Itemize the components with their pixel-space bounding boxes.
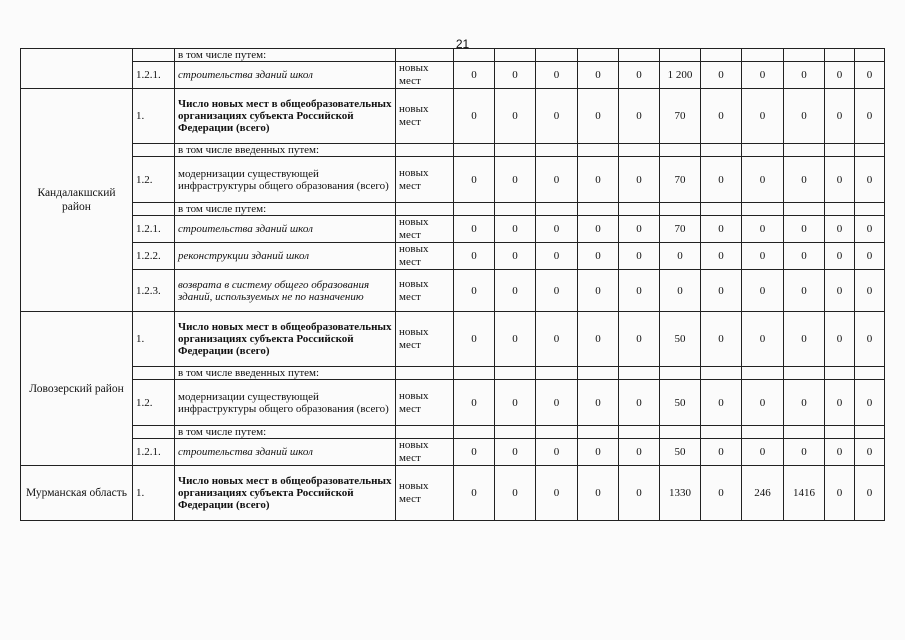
value-cell: 0 bbox=[619, 380, 660, 426]
empty-value-cell bbox=[619, 426, 660, 439]
value-cell: 0 bbox=[742, 157, 784, 203]
row-code: 1.2.1. bbox=[133, 62, 175, 89]
value-cell: 0 bbox=[536, 312, 578, 367]
unit-cell: новых мест bbox=[396, 62, 454, 89]
subheader-text: в том числе путем: bbox=[175, 203, 396, 216]
empty-value-cell bbox=[660, 203, 701, 216]
value-cell: 0 bbox=[825, 466, 855, 521]
row-description: строительства зданий школ bbox=[175, 62, 396, 89]
value-cell: 0 bbox=[536, 439, 578, 466]
value-cell: 0 bbox=[742, 243, 784, 270]
value-cell: 0 bbox=[855, 243, 885, 270]
value-cell: 0 bbox=[454, 466, 495, 521]
value-cell: 0 bbox=[495, 466, 536, 521]
value-cell: 0 bbox=[454, 157, 495, 203]
empty-value-cell bbox=[495, 144, 536, 157]
value-cell: 0 bbox=[701, 243, 742, 270]
empty-value-cell bbox=[701, 49, 742, 62]
value-cell: 0 bbox=[454, 216, 495, 243]
value-cell: 0 bbox=[619, 89, 660, 144]
row-description: Число новых мест в общеобразовательных организациях субъекта Российской Федерации (всего) bbox=[175, 89, 396, 144]
value-cell: 0 bbox=[855, 270, 885, 312]
value-cell: 0 bbox=[454, 270, 495, 312]
empty-value-cell bbox=[536, 367, 578, 380]
value-cell: 0 bbox=[701, 466, 742, 521]
value-cell: 246 bbox=[742, 466, 784, 521]
empty-value-cell bbox=[784, 426, 825, 439]
empty-value-cell bbox=[825, 203, 855, 216]
table-row bbox=[21, 157, 885, 203]
subheader-text: в том числе путем: bbox=[175, 426, 396, 439]
empty-code-cell bbox=[133, 49, 175, 62]
empty-value-cell bbox=[701, 426, 742, 439]
table-row bbox=[21, 380, 885, 426]
unit-cell: новых мест bbox=[396, 380, 454, 426]
value-cell: 50 bbox=[660, 439, 701, 466]
value-cell: 0 bbox=[825, 380, 855, 426]
value-cell: 0 bbox=[701, 216, 742, 243]
empty-code-cell bbox=[133, 426, 175, 439]
value-cell: 0 bbox=[495, 243, 536, 270]
row-description: модернизации существующей инфраструктуры общего образования (всего) bbox=[175, 380, 396, 426]
empty-value-cell bbox=[660, 367, 701, 380]
empty-value-cell bbox=[701, 144, 742, 157]
value-cell: 0 bbox=[578, 216, 619, 243]
empty-value-cell bbox=[742, 144, 784, 157]
value-cell: 0 bbox=[742, 270, 784, 312]
unit-cell: новых мест bbox=[396, 243, 454, 270]
value-cell: 0 bbox=[825, 439, 855, 466]
value-cell: 0 bbox=[619, 62, 660, 89]
value-cell: 0 bbox=[536, 62, 578, 89]
value-cell: 0 bbox=[784, 270, 825, 312]
value-cell: 1330 bbox=[660, 466, 701, 521]
value-cell: 0 bbox=[495, 439, 536, 466]
value-cell: 0 bbox=[578, 466, 619, 521]
value-cell: 0 bbox=[660, 243, 701, 270]
value-cell: 0 bbox=[536, 216, 578, 243]
value-cell: 0 bbox=[742, 312, 784, 367]
empty-value-cell bbox=[454, 426, 495, 439]
value-cell: 0 bbox=[784, 439, 825, 466]
value-cell: 0 bbox=[701, 312, 742, 367]
value-cell: 0 bbox=[578, 157, 619, 203]
unit-cell: новых мест bbox=[396, 216, 454, 243]
page-number: 21 bbox=[455, 37, 470, 51]
table-row bbox=[21, 62, 885, 89]
empty-value-cell bbox=[742, 367, 784, 380]
value-cell: 0 bbox=[784, 62, 825, 89]
empty-value-cell bbox=[742, 49, 784, 62]
value-cell: 0 bbox=[825, 89, 855, 144]
value-cell: 0 bbox=[454, 380, 495, 426]
subheader-row bbox=[21, 49, 885, 62]
subheader-text: в том числе введенных путем: bbox=[175, 144, 396, 157]
empty-code-cell bbox=[133, 367, 175, 380]
value-cell: 0 bbox=[578, 89, 619, 144]
empty-unit-cell bbox=[396, 203, 454, 216]
value-cell: 0 bbox=[495, 270, 536, 312]
value-cell: 0 bbox=[855, 380, 885, 426]
row-code: 1.2. bbox=[133, 157, 175, 203]
region-cell: Мурманская область bbox=[21, 466, 133, 521]
value-cell: 0 bbox=[578, 380, 619, 426]
value-cell: 0 bbox=[660, 270, 701, 312]
value-cell: 0 bbox=[619, 466, 660, 521]
value-cell: 0 bbox=[536, 270, 578, 312]
empty-value-cell bbox=[578, 144, 619, 157]
value-cell: 0 bbox=[536, 466, 578, 521]
empty-code-cell bbox=[133, 144, 175, 157]
value-cell: 0 bbox=[784, 380, 825, 426]
value-cell: 70 bbox=[660, 89, 701, 144]
row-code: 1.2.1. bbox=[133, 439, 175, 466]
empty-value-cell bbox=[578, 49, 619, 62]
row-code: 1. bbox=[133, 466, 175, 521]
empty-value-cell bbox=[619, 367, 660, 380]
value-cell: 50 bbox=[660, 312, 701, 367]
value-cell: 0 bbox=[619, 312, 660, 367]
value-cell: 0 bbox=[454, 243, 495, 270]
row-description: модернизации существующей инфраструктуры общего образования (всего) bbox=[175, 157, 396, 203]
unit-cell: новых мест bbox=[396, 270, 454, 312]
value-cell: 0 bbox=[619, 270, 660, 312]
value-cell: 0 bbox=[825, 312, 855, 367]
value-cell: 0 bbox=[701, 380, 742, 426]
empty-value-cell bbox=[619, 49, 660, 62]
value-cell: 0 bbox=[578, 243, 619, 270]
empty-value-cell bbox=[536, 49, 578, 62]
value-cell: 0 bbox=[454, 439, 495, 466]
subheader-row bbox=[21, 426, 885, 439]
value-cell: 0 bbox=[855, 466, 885, 521]
table-row bbox=[21, 243, 885, 270]
row-description: строительства зданий школ bbox=[175, 216, 396, 243]
value-cell: 0 bbox=[619, 216, 660, 243]
value-cell: 0 bbox=[454, 89, 495, 144]
empty-value-cell bbox=[825, 367, 855, 380]
value-cell: 0 bbox=[536, 243, 578, 270]
empty-value-cell bbox=[701, 367, 742, 380]
value-cell: 0 bbox=[825, 270, 855, 312]
row-description: возврата в систему общего образования зданий, используемых не по назначению bbox=[175, 270, 396, 312]
empty-value-cell bbox=[495, 426, 536, 439]
value-cell: 0 bbox=[536, 89, 578, 144]
empty-value-cell bbox=[536, 426, 578, 439]
empty-value-cell bbox=[578, 367, 619, 380]
row-code: 1.2. bbox=[133, 380, 175, 426]
empty-value-cell bbox=[495, 203, 536, 216]
empty-value-cell bbox=[454, 49, 495, 62]
row-description: Число новых мест в общеобразовательных организациях субъекта Российской Федерации (всего) bbox=[175, 466, 396, 521]
region-cell: Кандалакшский район bbox=[21, 89, 133, 312]
empty-value-cell bbox=[536, 203, 578, 216]
row-description: строительства зданий школ bbox=[175, 439, 396, 466]
row-description: реконструкции зданий школ bbox=[175, 243, 396, 270]
subheader-row bbox=[21, 367, 885, 380]
value-cell: 0 bbox=[578, 62, 619, 89]
subheader-row bbox=[21, 144, 885, 157]
table-row bbox=[21, 270, 885, 312]
empty-value-cell bbox=[825, 144, 855, 157]
subheader-text: в том числе введенных путем: bbox=[175, 367, 396, 380]
empty-value-cell bbox=[855, 426, 885, 439]
table-row bbox=[21, 466, 885, 521]
value-cell: 0 bbox=[742, 439, 784, 466]
empty-value-cell bbox=[784, 367, 825, 380]
empty-value-cell bbox=[742, 203, 784, 216]
value-cell: 0 bbox=[825, 62, 855, 89]
value-cell: 0 bbox=[855, 89, 885, 144]
subheader-text: в том числе путем: bbox=[175, 49, 396, 62]
table-row bbox=[21, 439, 885, 466]
unit-cell: новых мест bbox=[396, 157, 454, 203]
row-code: 1. bbox=[133, 312, 175, 367]
value-cell: 0 bbox=[742, 62, 784, 89]
value-cell: 0 bbox=[536, 157, 578, 203]
value-cell: 0 bbox=[825, 216, 855, 243]
region-cell bbox=[21, 49, 133, 89]
empty-value-cell bbox=[855, 367, 885, 380]
empty-value-cell bbox=[454, 203, 495, 216]
row-description: Число новых мест в общеобразовательных организациях субъекта Российской Федерации (всего) bbox=[175, 312, 396, 367]
unit-cell: новых мест bbox=[396, 439, 454, 466]
value-cell: 1 200 bbox=[660, 62, 701, 89]
table-row bbox=[21, 89, 885, 144]
value-cell: 0 bbox=[454, 312, 495, 367]
value-cell: 0 bbox=[495, 157, 536, 203]
value-cell: 0 bbox=[825, 243, 855, 270]
value-cell: 0 bbox=[784, 312, 825, 367]
empty-value-cell bbox=[742, 426, 784, 439]
value-cell: 0 bbox=[536, 380, 578, 426]
data-table bbox=[20, 48, 885, 521]
empty-value-cell bbox=[578, 426, 619, 439]
empty-unit-cell bbox=[396, 367, 454, 380]
empty-value-cell bbox=[784, 203, 825, 216]
empty-value-cell bbox=[660, 144, 701, 157]
value-cell: 70 bbox=[660, 157, 701, 203]
value-cell: 0 bbox=[495, 380, 536, 426]
empty-value-cell bbox=[578, 203, 619, 216]
row-code: 1.2.2. bbox=[133, 243, 175, 270]
empty-code-cell bbox=[133, 203, 175, 216]
value-cell: 0 bbox=[825, 157, 855, 203]
row-code: 1.2.3. bbox=[133, 270, 175, 312]
unit-cell: новых мест bbox=[396, 312, 454, 367]
empty-value-cell bbox=[495, 367, 536, 380]
table-row bbox=[21, 216, 885, 243]
value-cell: 0 bbox=[784, 89, 825, 144]
value-cell: 0 bbox=[701, 89, 742, 144]
value-cell: 0 bbox=[855, 157, 885, 203]
value-cell: 0 bbox=[578, 312, 619, 367]
value-cell: 0 bbox=[701, 270, 742, 312]
empty-value-cell bbox=[825, 49, 855, 62]
value-cell: 0 bbox=[701, 157, 742, 203]
empty-value-cell bbox=[855, 144, 885, 157]
empty-value-cell bbox=[784, 144, 825, 157]
empty-value-cell bbox=[454, 144, 495, 157]
value-cell: 0 bbox=[784, 243, 825, 270]
empty-value-cell bbox=[536, 144, 578, 157]
empty-value-cell bbox=[825, 426, 855, 439]
table-row bbox=[21, 312, 885, 367]
value-cell: 0 bbox=[784, 216, 825, 243]
value-cell: 70 bbox=[660, 216, 701, 243]
value-cell: 0 bbox=[495, 216, 536, 243]
value-cell: 0 bbox=[578, 270, 619, 312]
empty-value-cell bbox=[619, 144, 660, 157]
unit-cell: новых мест bbox=[396, 89, 454, 144]
empty-unit-cell bbox=[396, 49, 454, 62]
empty-value-cell bbox=[855, 203, 885, 216]
empty-value-cell bbox=[495, 49, 536, 62]
value-cell: 0 bbox=[619, 243, 660, 270]
value-cell: 0 bbox=[742, 89, 784, 144]
empty-value-cell bbox=[454, 367, 495, 380]
value-cell: 0 bbox=[855, 312, 885, 367]
value-cell: 0 bbox=[619, 157, 660, 203]
empty-value-cell bbox=[660, 426, 701, 439]
value-cell: 0 bbox=[619, 439, 660, 466]
empty-unit-cell bbox=[396, 144, 454, 157]
value-cell: 1416 bbox=[784, 466, 825, 521]
empty-value-cell bbox=[784, 49, 825, 62]
empty-value-cell bbox=[701, 203, 742, 216]
value-cell: 0 bbox=[701, 62, 742, 89]
region-cell: Ловозерский район bbox=[21, 312, 133, 466]
empty-value-cell bbox=[619, 203, 660, 216]
empty-value-cell bbox=[855, 49, 885, 62]
value-cell: 0 bbox=[495, 62, 536, 89]
row-code: 1. bbox=[133, 89, 175, 144]
value-cell: 0 bbox=[495, 89, 536, 144]
value-cell: 0 bbox=[742, 380, 784, 426]
subheader-row bbox=[21, 203, 885, 216]
value-cell: 0 bbox=[701, 439, 742, 466]
empty-unit-cell bbox=[396, 426, 454, 439]
value-cell: 0 bbox=[742, 216, 784, 243]
empty-value-cell bbox=[660, 49, 701, 62]
value-cell: 50 bbox=[660, 380, 701, 426]
value-cell: 0 bbox=[578, 439, 619, 466]
value-cell: 0 bbox=[855, 62, 885, 89]
unit-cell: новых мест bbox=[396, 466, 454, 521]
value-cell: 0 bbox=[855, 216, 885, 243]
value-cell: 0 bbox=[784, 157, 825, 203]
value-cell: 0 bbox=[454, 62, 495, 89]
row-code: 1.2.1. bbox=[133, 216, 175, 243]
value-cell: 0 bbox=[855, 439, 885, 466]
value-cell: 0 bbox=[495, 312, 536, 367]
